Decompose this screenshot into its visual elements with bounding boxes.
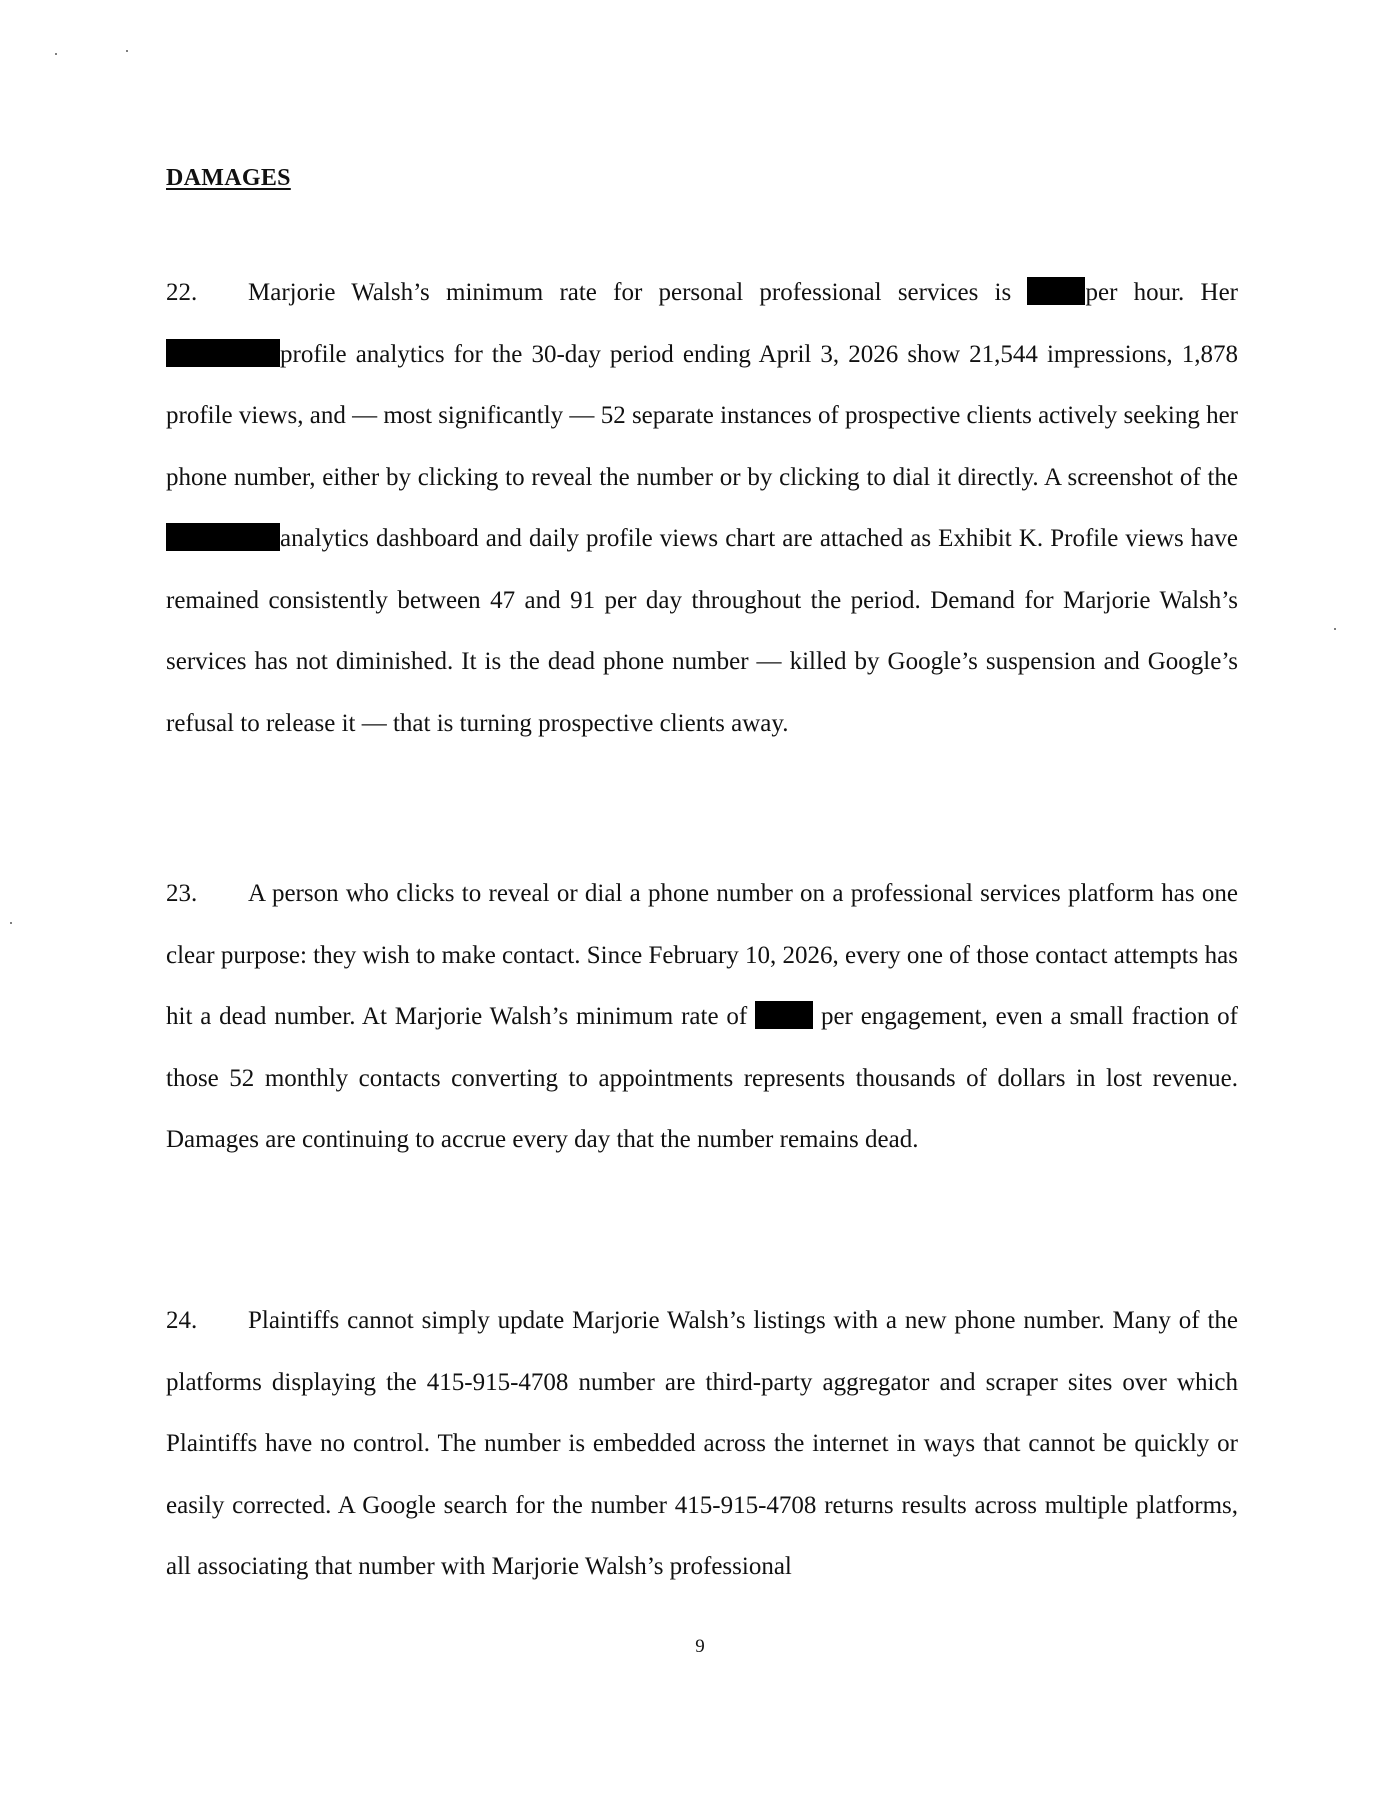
redaction-block: [166, 339, 280, 367]
page-number: 9: [695, 1636, 705, 1657]
scan-speck: [126, 50, 128, 52]
paragraph-24: [166, 1290, 1238, 1598]
paragraph-text: profile analytics for the 30-day period ending April 3, 2026 show 21,544 impressions, 1,878 profile views, and — most significantly — 52 separate instances of prospective clients actively seeking her phone number, either by clicking to reveal the number or by clicking to dial it directly. A screenshot of the: [166, 340, 1238, 491]
section-heading: DAMAGES: [166, 165, 291, 191]
paragraph-text: analytics dashboard and daily profile views chart are attached as Exhibit K. Profile views have remained consistently between 47 and 91 per day throughout the period. Demand for Marjorie Walsh’s services has not diminished. It is the dead phone number — killed by Google’s suspension and Google’s refusal to release it — that is turning prospective clients away.: [166, 525, 1238, 737]
paragraph-text: Marjorie Walsh’s minimum rate for personal professional services is: [248, 279, 1028, 306]
paragraph-number: 23.: [166, 880, 198, 907]
paragraph-number: 22.: [166, 279, 198, 306]
paragraph-number: 24.: [166, 1307, 198, 1334]
scan-speck: [55, 53, 57, 55]
scan-speck: [1334, 628, 1336, 630]
redaction-block: [1027, 277, 1085, 305]
paragraph-23: [166, 863, 1238, 1171]
scan-speck: [10, 922, 12, 924]
redaction-block: [166, 523, 280, 551]
redaction-block: [755, 1001, 813, 1029]
paragraph-text: A person who clicks to reveal or dial a phone number on a professional services platform has one clear purpose: they wish to make contact. Since February 10, 2026, every one of those contact attempts has hit a dead number. At Marjorie Walsh’s minimum rate of: [166, 880, 1238, 1030]
paragraph-text: per engagement, even a small fraction of those 52 monthly contacts converting to appointments represents thousands of dollars in lost revenue. Damages are continuing to accrue every day that the number remains dead.: [166, 1003, 1238, 1153]
paragraph-text: per hour. Her: [1085, 279, 1239, 306]
paragraph-text: Plaintiffs cannot simply update Marjorie Walsh’s listings with a new phone number. Many of the platforms displaying the 415-915-4708 number are third-party aggregator and scraper sites over which Plaintiffs have no control. The number is embedded across the internet in ways that cannot be quickly or easily corrected. A Google search for the number 415-915-4708 returns results across multiple platforms, all associating that number with Marjorie Walsh’s professional: [166, 1307, 1238, 1580]
paragraph-22: [166, 262, 1238, 754]
